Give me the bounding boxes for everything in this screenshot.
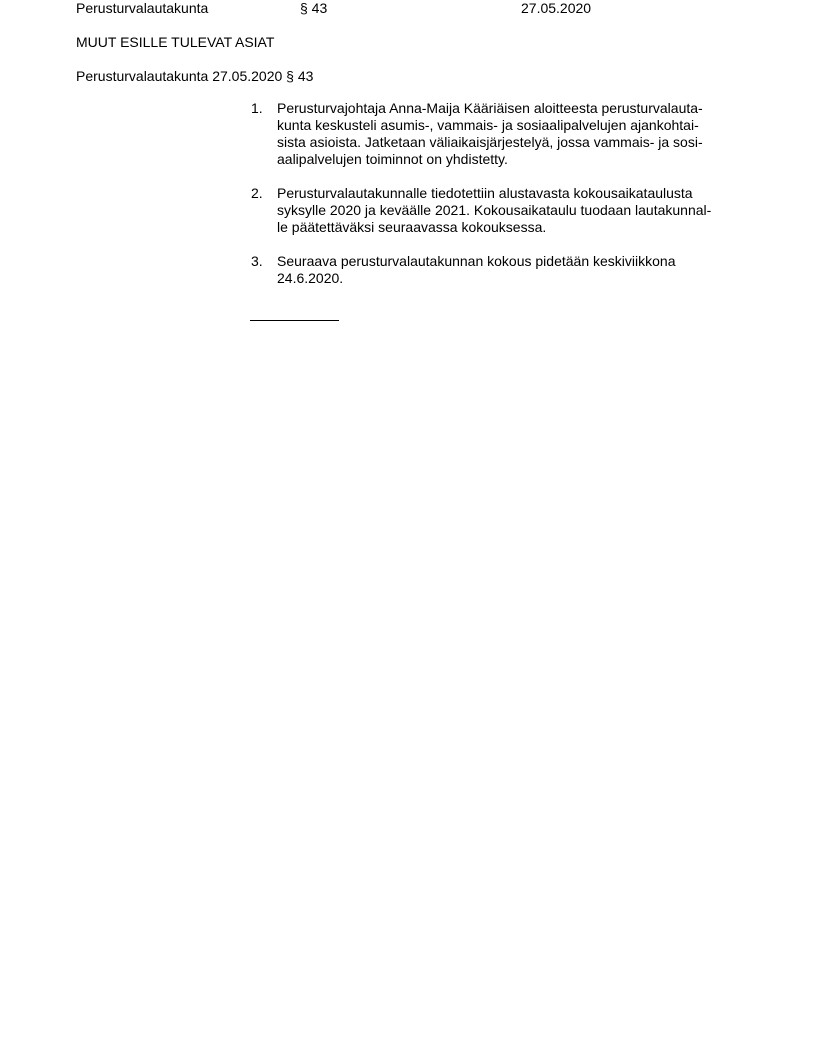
list-item	[251, 253, 741, 287]
list-item-text-line: sista asioista. Jatketaan väliaikaisjärjestelyä, jossa vammais- ja sosi-	[277, 134, 703, 150]
list-item-number: 3.	[251, 253, 263, 269]
list-item-text-line: syksylle 2020 ja keväälle 2021. Kokousaikataulu tuodaan lautakunnal-	[277, 202, 712, 218]
list-item-text-line: Perusturvajohtaja Anna-Maija Kääriäisen aloitteesta perusturvalauta-	[277, 100, 703, 116]
numbered-list	[251, 100, 741, 304]
list-item-text-line: Perusturvalautakunnalle tiedotettiin alustavasta kokousaikataulusta	[277, 185, 693, 201]
list-item	[251, 100, 741, 168]
list-item-text-line: 24.6.2020.	[277, 270, 344, 286]
header-committee: Perusturvalautakunta	[76, 0, 209, 16]
section-heading: MUUT ESILLE TULEVAT ASIAT	[76, 34, 275, 50]
list-item-text-line: aalipalvelujen toiminnot on yhdistetty.	[277, 151, 508, 167]
list-item-text-line: Seuraava perusturvalautakunnan kokous pidetään keskiviikkona	[277, 253, 676, 269]
list-item-number: 2.	[251, 185, 263, 201]
header-date: 27.05.2020	[521, 0, 592, 16]
list-item-text-line: kunta keskusteli asumis-, vammais- ja sosiaalipalvelujen ajankohtai-	[277, 117, 699, 133]
meeting-reference: Perusturvalautakunta 27.05.2020 § 43	[76, 68, 314, 84]
header-section-number: § 43	[300, 0, 328, 16]
section-end-divider	[250, 320, 339, 321]
list-item-text-line: le päätettäväksi seuraavassa kokouksessa.	[277, 219, 547, 235]
list-item	[251, 185, 741, 236]
list-item-number: 1.	[251, 100, 263, 116]
